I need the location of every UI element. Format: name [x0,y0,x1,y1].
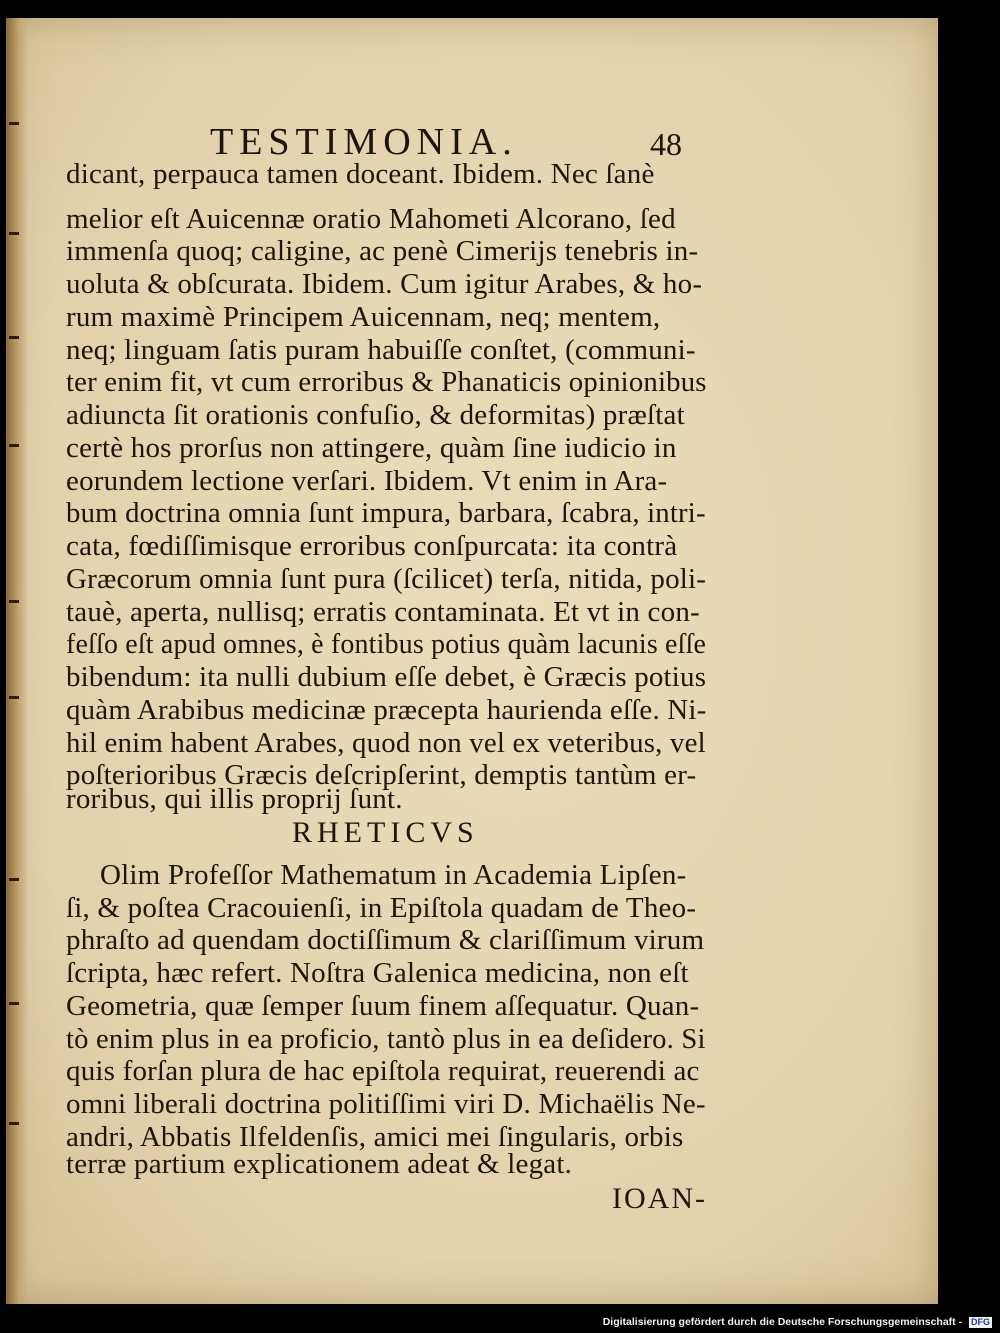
section-heading: RHETICVS [292,816,479,849]
text-line: terræ partium explicationem adeat & legat. [66,1148,573,1180]
text-line: quàm Arabibus medicinæ præcepta haurienda eſſe. Ni- [66,694,707,726]
text-line: ſi, & poſtea Cracouienſi, in Epiſtola quadam de Theo- [66,892,697,924]
text-line: quis forſan plura de hac epiſtola requirat, reuerendi ac [66,1055,700,1087]
spine-mark [9,336,19,339]
spine-mark [9,878,19,881]
text-line: phraſto ad quendam doctiſſimum & clariſſimum virum [66,924,705,956]
text-line: rum maximè Principem Auicennam, neq; mentem, [66,301,661,333]
text-line: ſcripta, hæc refert. Noſtra Galenica medicina, non eſt [66,957,689,989]
text-line: certè hos prorſus non attingere, quàm ſine iudicio in [66,432,677,464]
text-line: Geometria, quæ ſemper ſuum finem aſſequatur. Quan- [66,990,700,1022]
text-line: tauè, aperta, nullisq; erratis contaminata. Et vt in con- [66,596,700,628]
text-line: andri, Abbatis Ilfeldenſis, amici mei ſingularis, orbis [66,1121,684,1153]
running-head: TESTIMONIA. [210,121,518,163]
credit-text: Digitalisierung gefördert durch die Deutsche Forschungsgemeinschaft - [602,1316,963,1328]
spine-mark [9,600,19,603]
text-line: hil enim habent Arabes, quod non vel ex veteribus, vel [66,727,706,759]
spine-mark [9,1122,19,1125]
text-line: poſterioribus Græcis deſcripſerint, demptis tantùm er- [66,759,697,791]
spine-mark [9,696,19,699]
spine-mark [9,232,19,235]
text-line: omni liberali doctrina politiſſimi viri D. Michaëlis Ne- [66,1088,706,1120]
text-line: cata, fœdiſſimisque erroribus conſpurcata: ita contrà [66,530,678,562]
spine-mark [9,444,19,447]
text-line: bibendum: ita nulli dubium eſſe debet, è Græcis potius [66,661,707,693]
page-spine-shadow [6,18,28,1304]
catchword: IOAN- [612,1182,707,1215]
text-line: immenſa quoq; caligine, ac penè Cimerijs tenebris in- [66,235,699,267]
page-number: 48 [650,126,682,162]
text-line: ter enim fit, vt cum erroribus & Phanaticis opinionibus [66,366,707,398]
dfg-logo: DFG [971,1316,990,1327]
digitization-credit [603,1315,992,1329]
spine-mark [9,122,19,125]
text-line: eorundem lectione verſari. Ibidem. Vt enim in Ara- [66,465,668,497]
text-line: neq; linguam ſatis puram habuiſſe conſtet, (communi- [66,334,696,366]
text-line: Olim Profeſſor Mathematum in Academia Lipſen- [100,859,687,891]
text-line: uoluta & obſcurata. Ibidem. Cum igitur Arabes, & ho- [66,268,703,300]
text-line: bum doctrina omnia ſunt impura, barbara, ſcabra, intri- [66,497,706,529]
text-line: melior eſt Auicennæ oratio Mahometi Alcorano, ſed [66,203,676,235]
text-line: dicant, perpauca tamen doceant. Ibidem. Nec ſanè [66,158,655,190]
text-line: Græcorum omnia ſunt pura (ſcilicet) terſa, nitida, poli- [66,563,707,595]
text-line: roribus, qui illis proprij ſunt. [66,783,403,815]
spine-mark [9,1002,19,1005]
text-line: feſſo eſt apud omnes, è fontibus potius quàm lacunis eſſe [66,628,707,660]
text-line: adiuncta ſit orationis confuſio, & deformitas) præſtat [66,399,685,431]
text-line: tò enim plus in ea proficio, tantò plus in ea deſidero. Si [66,1023,706,1055]
book-page [6,18,938,1304]
